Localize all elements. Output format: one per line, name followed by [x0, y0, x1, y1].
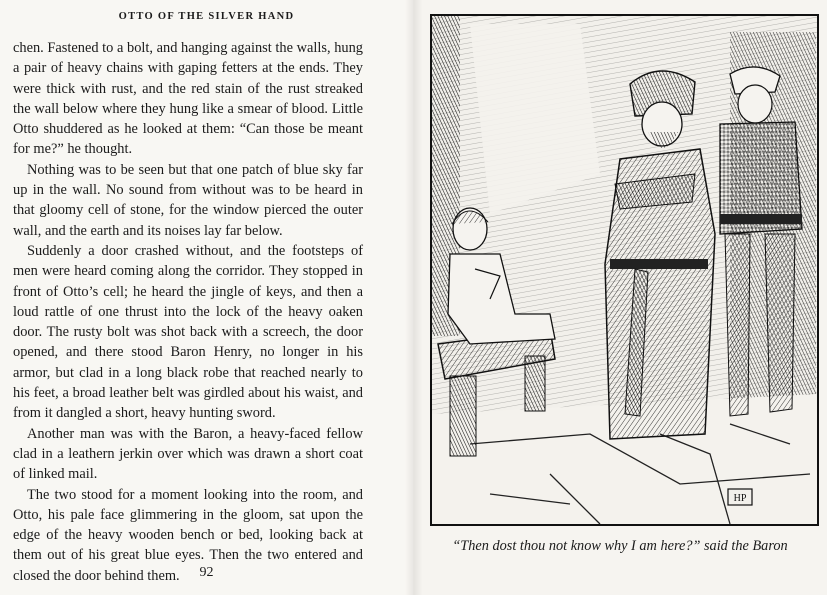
illustration: [430, 14, 819, 526]
paragraph: Another man was with the Baron, a heavy-faced fellow clad in a leathern jerkin over which was drawn a short coat of linked mail.: [13, 425, 363, 483]
body-text: [13, 38, 363, 586]
paragraph: The two stood for a moment looking into the room, and Otto, his pale face glimmering in the gloom, sat upon the edge of the heavy wooden bench or bed, looking back at them out of his great blue eyes. Then the two entered and closed the door behind them.: [13, 486, 363, 584]
left-page: [0, 0, 413, 595]
illustration-caption: “Then dost thou not know why I am here?” said the Baron: [452, 538, 788, 554]
running-head: OTTO OF THE SILVER HAND: [118, 11, 295, 22]
page-number: 92: [199, 565, 214, 580]
bench-leg: [525, 356, 545, 411]
paragraph: chen. Fastened to a bolt, and hanging against the walls, hung a pair of heavy chains with gaping fetters at the ends. They were thick with rust, and the red stain of the rust streaked the wall below where they hung like a smear of blood. Little Otto shuddered as he looked at them: “Can those be meant for me?” he thought.: [13, 40, 363, 158]
artist-monogram: HP: [733, 493, 747, 504]
paragraph: Suddenly a door crashed without, and the footsteps of men were heard coming along the corridor. They stopped in front of Otto’s cell; he heard the jingle of keys, and then a loud rattle of one thrust into the lock of the heavy oaken door. The rusty bolt was shot back with a screech, the door opened, and there stood Baron Henry, no longer in his armor, but clad in a long black robe that reached nearly to his feet, a broad leather belt was girdled about his waist, and from it dangled a short, heavy hunting sword.: [13, 242, 363, 422]
book-gutter: [405, 0, 423, 595]
bench-leg: [450, 376, 476, 456]
paragraph: Nothing was to be seen but that one patch of blue sky far up in the wall. No sound from without was to be heard in that gloomy cell of stone, for the window pierced the outer wall, and the earth and its noises lay far below.: [13, 161, 363, 239]
